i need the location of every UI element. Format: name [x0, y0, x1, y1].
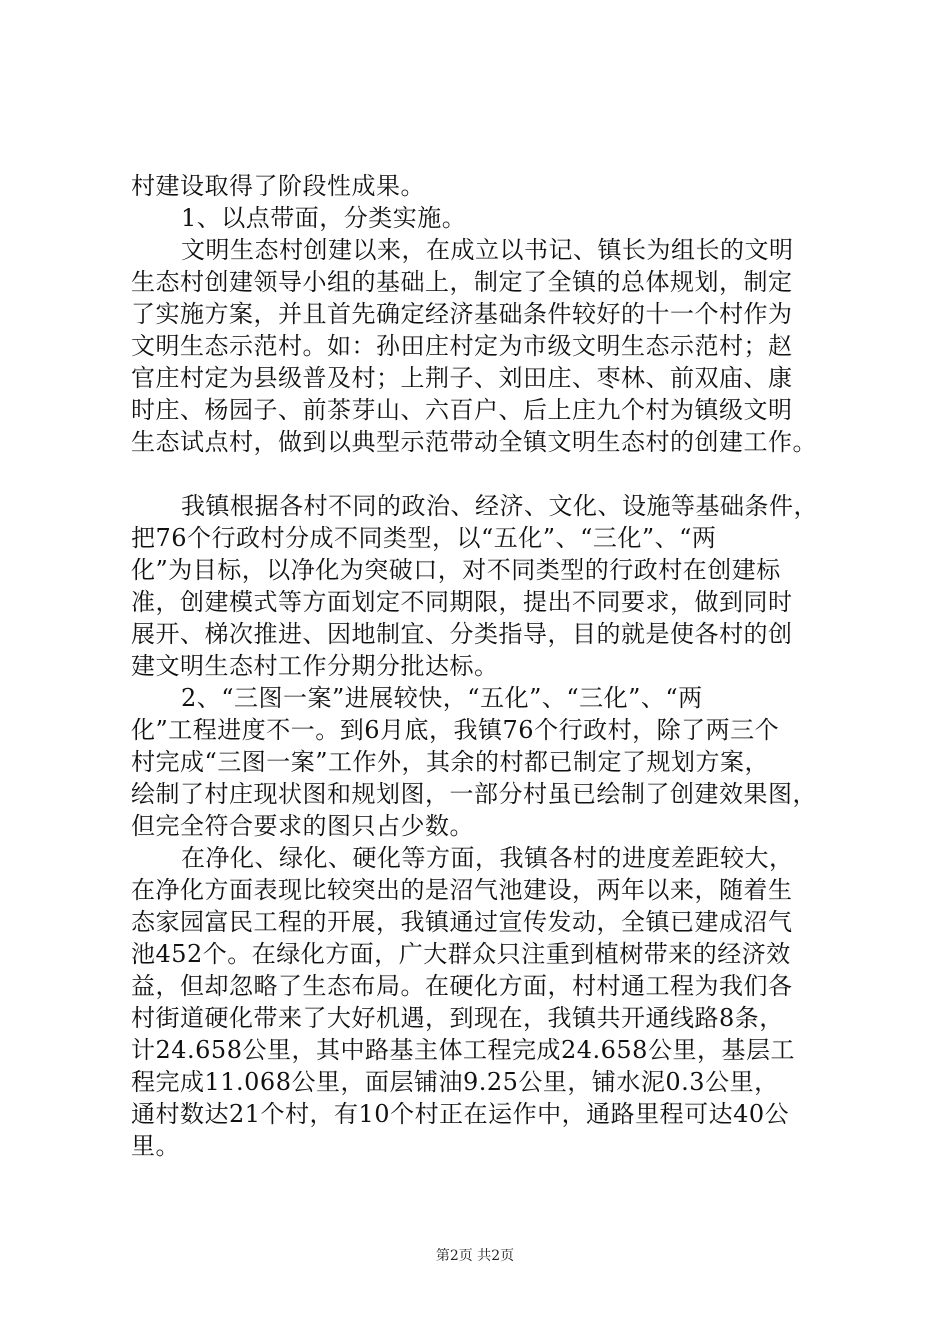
text-line: 绘制了村庄现状图和规划图，一部分村虽已绘制了创建效果图，	[131, 780, 817, 808]
text-line: 文明生态示范村。如：孙田庄村定为市级文明生态示范村；赵	[131, 332, 793, 360]
text-line: 里。	[131, 1132, 180, 1160]
text-line: 池452个。在绿化方面，广大群众只注重到植树带来的经济效	[131, 940, 791, 968]
text-line: 了实施方案，并且首先确定经济基础条件较好的十一个村作为	[131, 300, 793, 328]
section-heading: 2、“三图一案”进展较快，“五化”、“三化”、“两	[181, 684, 703, 712]
text-line: 在净化方面表现比较突出的是沼气池建设，两年以来，随着生	[131, 876, 793, 904]
text-line: 建文明生态村工作分期分批达标。	[131, 652, 499, 680]
text-line: 展开、梯次推进、因地制宜、分类指导，目的就是使各村的创	[131, 620, 793, 648]
text-line: 化”工程进度不一。到6月底，我镇76个行政村，除了两三个	[131, 716, 780, 744]
text-line: 益，但却忽略了生态布局。在硬化方面，村村通工程为我们各	[131, 972, 793, 1000]
document-body	[131, 170, 831, 1162]
text-line: 在净化、绿化、硬化等方面，我镇各村的进度差距较大，	[181, 844, 794, 872]
page-number-footer: 第2页 共2页	[435, 1248, 515, 1264]
text-line: 村完成“三图一案”工作外，其余的村都已制定了规划方案，	[131, 748, 770, 776]
text-line: 我镇根据各村不同的政治、经济、文化、设施等基础条件，	[181, 492, 818, 520]
section-heading: 1、以点带面，分类实施。	[181, 204, 467, 232]
text-line: 准，创建模式等方面划定不同期限，提出不同要求，做到同时	[131, 588, 793, 616]
text-line: 时庄、杨园子、前茶芽山、六百户、后上庄九个村为镇级文明	[131, 396, 793, 424]
text-line: 程完成11.068公里，面层铺油9.25公里，铺水泥0.3公里，	[131, 1068, 779, 1096]
text-line: 生态村创建领导小组的基础上，制定了全镇的总体规划，制定	[131, 268, 793, 296]
paragraph-gap	[131, 458, 831, 490]
text-line: 计24.658公里，其中路基主体工程完成24.658公里，基层工	[131, 1036, 795, 1064]
text-line: 文明生态村创建以来，在成立以书记、镇长为组长的文明	[181, 236, 794, 264]
text-line: 把76个行政村分成不同类型，以“五化”、“三化”、“两	[131, 524, 717, 552]
text-line: 村建设取得了阶段性成果。	[131, 172, 425, 200]
text-line: 态家园富民工程的开展，我镇通过宣传发动，全镇已建成沼气	[131, 908, 793, 936]
text-line: 官庄村定为县级普及村；上荆子、刘田庄、枣林、前双庙、康	[131, 364, 793, 392]
text-line: 村街道硬化带来了大好机遇，到现在，我镇共开通线路8条，	[131, 1004, 784, 1032]
text-line: 生态试点村，做到以典型示范带动全镇文明生态村的创建工作。	[131, 428, 817, 456]
text-line: 化”为目标，以净化为突破口，对不同类型的行政村在创建标	[131, 556, 781, 584]
text-line: 但完全符合要求的图只占少数。	[131, 812, 474, 840]
text-line: 通村数达21个村，有10个村正在运作中，通路里程可达40公	[131, 1100, 790, 1128]
